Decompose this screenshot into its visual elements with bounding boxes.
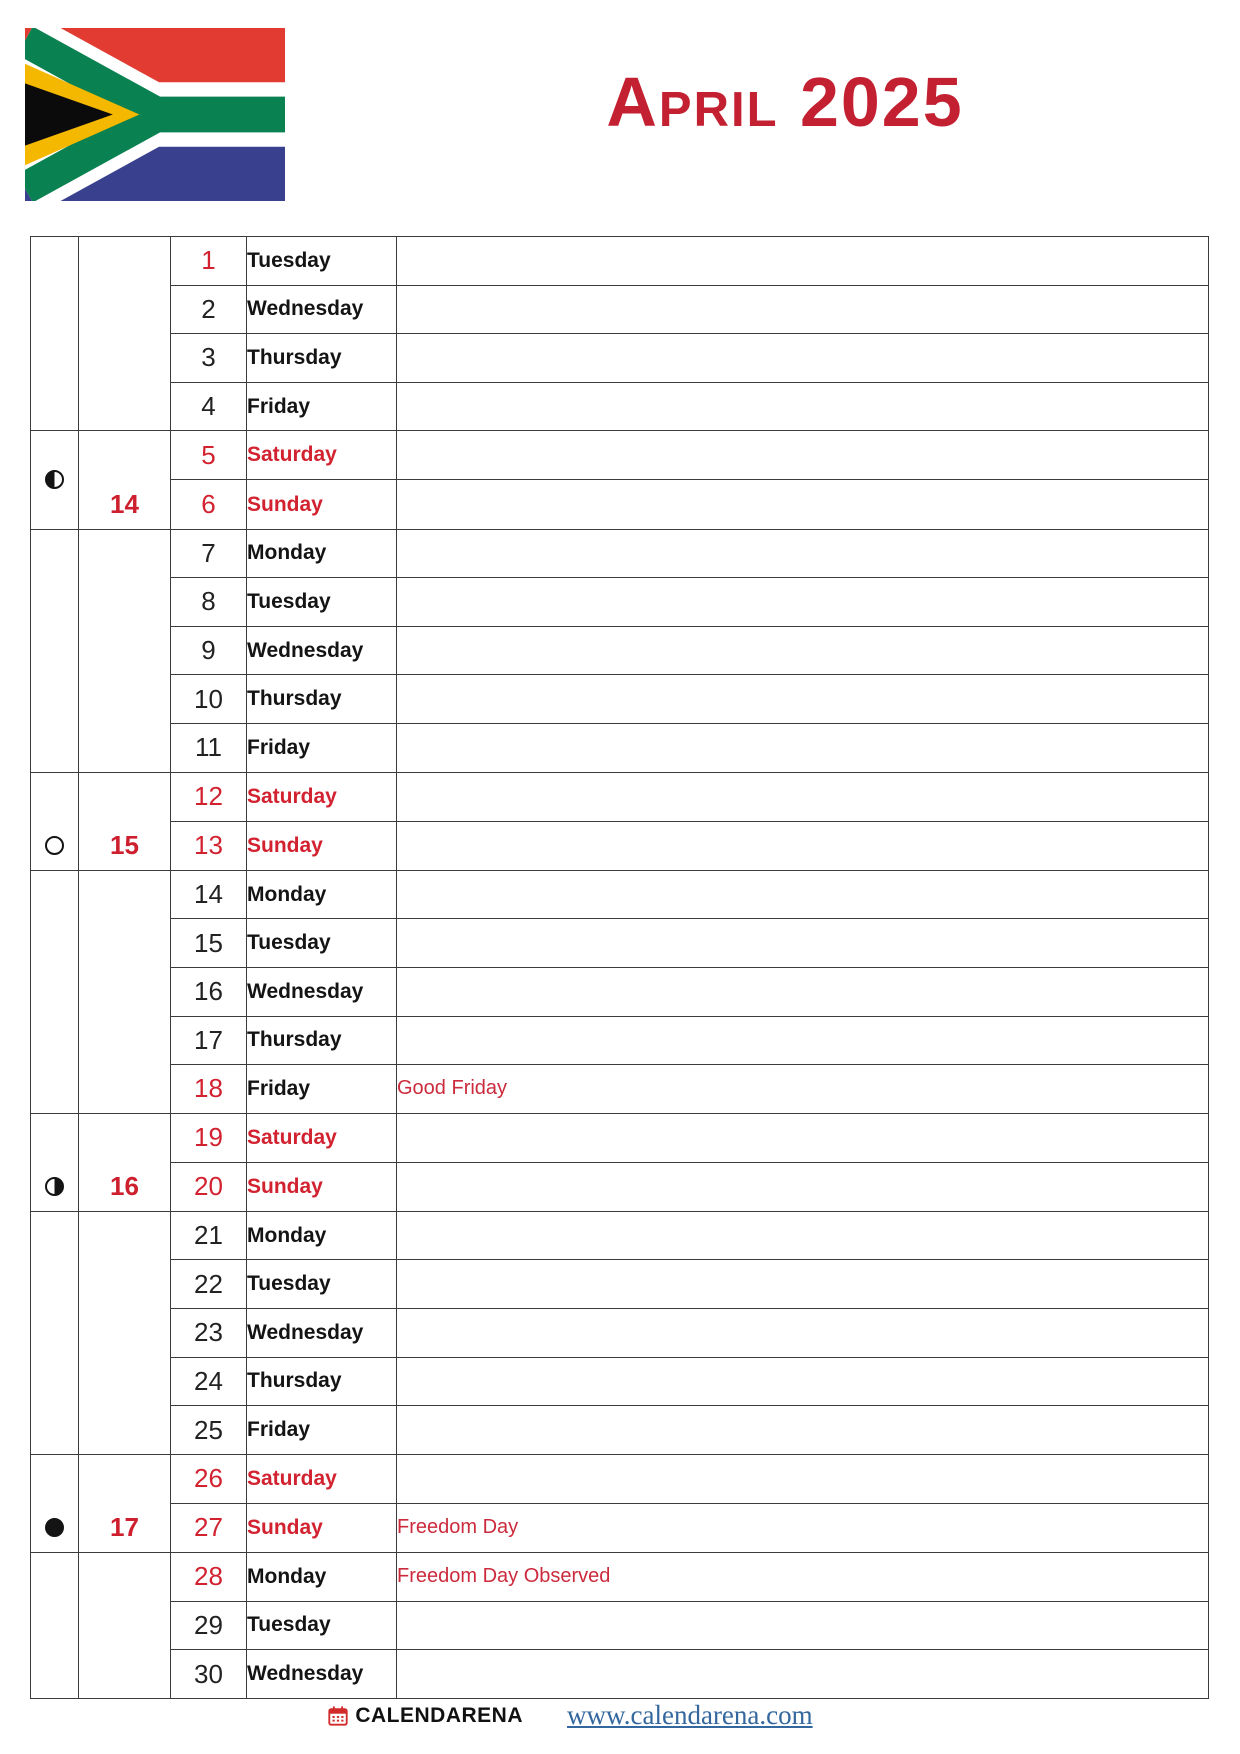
calendar-row bbox=[31, 967, 1209, 1016]
day-name-cell: Sunday bbox=[247, 1162, 397, 1211]
day-number-cell: 8 bbox=[171, 578, 247, 627]
week-number: 17 bbox=[110, 1512, 139, 1543]
day-name-cell: Monday bbox=[247, 529, 397, 578]
week-number: 14 bbox=[110, 488, 139, 519]
full-moon-icon bbox=[45, 836, 64, 855]
empty-note-cell bbox=[397, 1260, 1209, 1309]
day-number-cell: 11 bbox=[171, 723, 247, 772]
day-name-cell: Wednesday bbox=[247, 967, 397, 1016]
page-footer bbox=[0, 1700, 1140, 1731]
calendar-row bbox=[31, 1650, 1209, 1699]
calendar-row bbox=[31, 1162, 1209, 1211]
day-number-cell: 5 bbox=[171, 431, 247, 480]
last-quarter-moon-icon bbox=[45, 1177, 64, 1196]
empty-note-cell bbox=[397, 382, 1209, 431]
day-number-cell: 22 bbox=[171, 1260, 247, 1309]
day-name-cell: Thursday bbox=[247, 1016, 397, 1065]
moon-phase-cell bbox=[31, 237, 79, 431]
empty-note-cell bbox=[397, 334, 1209, 383]
day-name-cell: Saturday bbox=[247, 1113, 397, 1162]
empty-note-cell bbox=[397, 1016, 1209, 1065]
calendar-row bbox=[31, 1454, 1209, 1503]
day-number-cell: 1 bbox=[171, 237, 247, 286]
calendar-row bbox=[31, 675, 1209, 724]
day-number-cell: 19 bbox=[171, 1113, 247, 1162]
empty-note-cell bbox=[397, 626, 1209, 675]
day-name-cell: Sunday bbox=[247, 480, 397, 529]
week-number-cell bbox=[79, 237, 171, 431]
day-name-cell: Tuesday bbox=[247, 578, 397, 627]
day-name-cell: Sunday bbox=[247, 1503, 397, 1552]
holiday-note-cell: Freedom Day Observed bbox=[397, 1553, 1209, 1602]
empty-note-cell bbox=[397, 675, 1209, 724]
day-name-cell: Friday bbox=[247, 1406, 397, 1455]
day-number-cell: 17 bbox=[171, 1016, 247, 1065]
day-name-cell: Tuesday bbox=[247, 1260, 397, 1309]
empty-note-cell bbox=[397, 237, 1209, 286]
day-number-cell: 13 bbox=[171, 821, 247, 870]
calendar-row bbox=[31, 1113, 1209, 1162]
empty-note-cell bbox=[397, 431, 1209, 480]
moon-phase-cell bbox=[31, 1211, 79, 1454]
week-number-cell bbox=[79, 870, 171, 1113]
moon-phase-cell bbox=[31, 1454, 79, 1552]
brand-logo bbox=[327, 1704, 523, 1728]
empty-note-cell bbox=[397, 870, 1209, 919]
day-name-cell: Wednesday bbox=[247, 1650, 397, 1699]
day-number-cell: 4 bbox=[171, 382, 247, 431]
day-name-cell: Monday bbox=[247, 1553, 397, 1602]
day-name-cell: Wednesday bbox=[247, 285, 397, 334]
calendar-row bbox=[31, 1406, 1209, 1455]
calendar-row bbox=[31, 1211, 1209, 1260]
day-number-cell: 21 bbox=[171, 1211, 247, 1260]
day-number-cell: 20 bbox=[171, 1162, 247, 1211]
day-name-cell: Tuesday bbox=[247, 1601, 397, 1650]
day-number-cell: 29 bbox=[171, 1601, 247, 1650]
empty-note-cell bbox=[397, 1162, 1209, 1211]
empty-note-cell bbox=[397, 967, 1209, 1016]
calendar-row bbox=[31, 1357, 1209, 1406]
day-name-cell: Sunday bbox=[247, 821, 397, 870]
empty-note-cell bbox=[397, 1601, 1209, 1650]
day-name-cell: Tuesday bbox=[247, 237, 397, 286]
day-number-cell: 7 bbox=[171, 529, 247, 578]
page-title: April 2025 bbox=[606, 63, 964, 141]
empty-note-cell bbox=[397, 1309, 1209, 1358]
empty-note-cell bbox=[397, 285, 1209, 334]
day-name-cell: Friday bbox=[247, 723, 397, 772]
calendar-row bbox=[31, 529, 1209, 578]
day-number-cell: 6 bbox=[171, 480, 247, 529]
day-number-cell: 26 bbox=[171, 1454, 247, 1503]
day-number-cell: 25 bbox=[171, 1406, 247, 1455]
calendar-row bbox=[31, 1503, 1209, 1552]
week-number-cell bbox=[79, 529, 171, 772]
day-number-cell: 2 bbox=[171, 285, 247, 334]
empty-note-cell bbox=[397, 1113, 1209, 1162]
empty-note-cell bbox=[397, 723, 1209, 772]
moon-phase-cell bbox=[31, 1113, 79, 1211]
website-link[interactable]: www.calendarena.com bbox=[567, 1700, 813, 1730]
day-name-cell: Tuesday bbox=[247, 919, 397, 968]
calendar-row bbox=[31, 480, 1209, 529]
day-name-cell: Saturday bbox=[247, 431, 397, 480]
brand-name: CALENDARENA bbox=[355, 1703, 524, 1727]
day-number-cell: 27 bbox=[171, 1503, 247, 1552]
empty-note-cell bbox=[397, 1211, 1209, 1260]
day-name-cell: Monday bbox=[247, 870, 397, 919]
day-number-cell: 24 bbox=[171, 1357, 247, 1406]
calendar-row bbox=[31, 723, 1209, 772]
moon-phase-cell bbox=[31, 431, 79, 529]
day-name-cell: Friday bbox=[247, 1065, 397, 1114]
calendar-row bbox=[31, 1309, 1209, 1358]
empty-note-cell bbox=[397, 919, 1209, 968]
page-header bbox=[0, 0, 1240, 212]
day-name-cell: Thursday bbox=[247, 334, 397, 383]
week-number-cell bbox=[79, 431, 171, 529]
empty-note-cell bbox=[397, 1454, 1209, 1503]
day-number-cell: 16 bbox=[171, 967, 247, 1016]
week-number: 15 bbox=[110, 829, 139, 860]
calendar-row bbox=[31, 1065, 1209, 1114]
week-number-cell bbox=[79, 1454, 171, 1552]
day-name-cell: Wednesday bbox=[247, 1309, 397, 1358]
moon-phase-cell bbox=[31, 1553, 79, 1699]
empty-note-cell bbox=[397, 1650, 1209, 1699]
calendar-icon bbox=[327, 1705, 349, 1727]
day-number-cell: 12 bbox=[171, 772, 247, 821]
calendar-row bbox=[31, 1260, 1209, 1309]
calendar-row bbox=[31, 1601, 1209, 1650]
day-name-cell: Thursday bbox=[247, 675, 397, 724]
calendar-row bbox=[31, 578, 1209, 627]
holiday-note-cell: Good Friday bbox=[397, 1065, 1209, 1114]
week-number-cell bbox=[79, 1211, 171, 1454]
calendar-row bbox=[31, 334, 1209, 383]
new-moon-icon bbox=[45, 1518, 64, 1537]
empty-note-cell bbox=[397, 578, 1209, 627]
day-number-cell: 9 bbox=[171, 626, 247, 675]
day-number-cell: 15 bbox=[171, 919, 247, 968]
day-number-cell: 18 bbox=[171, 1065, 247, 1114]
calendar-row bbox=[31, 870, 1209, 919]
day-name-cell: Saturday bbox=[247, 772, 397, 821]
calendar-body bbox=[31, 237, 1209, 1699]
day-name-cell: Monday bbox=[247, 1211, 397, 1260]
day-name-cell: Thursday bbox=[247, 1357, 397, 1406]
empty-note-cell bbox=[397, 1406, 1209, 1455]
empty-note-cell bbox=[397, 529, 1209, 578]
calendar-row bbox=[31, 382, 1209, 431]
calendar-row bbox=[31, 431, 1209, 480]
day-number-cell: 10 bbox=[171, 675, 247, 724]
empty-note-cell bbox=[397, 480, 1209, 529]
calendar-row bbox=[31, 285, 1209, 334]
calendar-table bbox=[30, 236, 1209, 1699]
week-number-cell bbox=[79, 1113, 171, 1211]
empty-note-cell bbox=[397, 1357, 1209, 1406]
moon-phase-cell bbox=[31, 870, 79, 1113]
day-name-cell: Wednesday bbox=[247, 626, 397, 675]
day-name-cell: Saturday bbox=[247, 1454, 397, 1503]
calendar-row bbox=[31, 772, 1209, 821]
calendar-row bbox=[31, 1016, 1209, 1065]
empty-note-cell bbox=[397, 821, 1209, 870]
calendar-row bbox=[31, 919, 1209, 968]
south-africa-flag-icon bbox=[25, 28, 285, 201]
calendar-row bbox=[31, 626, 1209, 675]
day-number-cell: 28 bbox=[171, 1553, 247, 1602]
calendar-row bbox=[31, 821, 1209, 870]
day-number-cell: 23 bbox=[171, 1309, 247, 1358]
holiday-note-cell: Freedom Day bbox=[397, 1503, 1209, 1552]
calendar-row bbox=[31, 237, 1209, 286]
day-number-cell: 3 bbox=[171, 334, 247, 383]
day-number-cell: 14 bbox=[171, 870, 247, 919]
day-name-cell: Friday bbox=[247, 382, 397, 431]
week-number-cell bbox=[79, 1553, 171, 1699]
week-number-cell bbox=[79, 772, 171, 870]
day-number-cell: 30 bbox=[171, 1650, 247, 1699]
first-quarter-moon-icon bbox=[45, 470, 64, 489]
week-number: 16 bbox=[110, 1171, 139, 1202]
moon-phase-cell bbox=[31, 772, 79, 870]
empty-note-cell bbox=[397, 772, 1209, 821]
calendar-row bbox=[31, 1553, 1209, 1602]
moon-phase-cell bbox=[31, 529, 79, 772]
